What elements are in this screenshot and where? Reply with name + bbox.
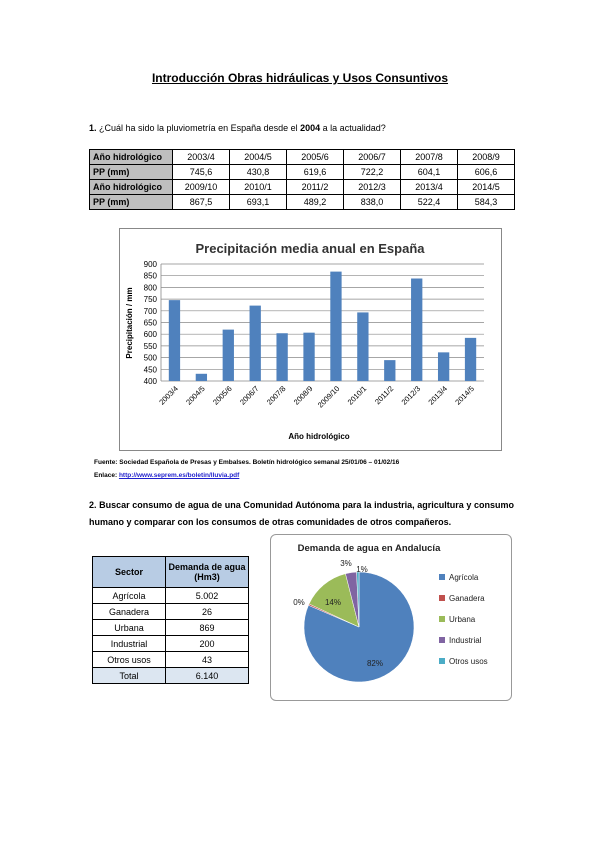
bar [196,374,207,381]
table-cell: 2005/6 [287,150,344,165]
table-cell: 6.140 [166,668,249,684]
table-cell: 2014/5 [458,180,515,195]
table-cell: 2010/1 [230,180,287,195]
table-row [93,636,249,652]
page-title: Introducción Obras hidráulicas y Usos Consuntivos [151,71,449,85]
pie-data-label: 3% [340,559,352,568]
pie-chart [270,534,512,701]
source-link-line [94,472,239,479]
table-cell: 604,1 [401,165,458,180]
question-1-year: 2004 [300,123,321,133]
table-cell: 2011/2 [287,180,344,195]
table-row [93,652,249,668]
table-cell: 693,1 [230,195,287,210]
question-2-text: Buscar consumo de agua de una Comunidad Autónoma para la industria, agricultura y consumo humano y comparar con los consumos de otras comunidades de otros compañeros. [89,500,514,527]
bar [465,338,476,381]
x-tick-label: 2007/8 [264,384,288,407]
table-cell: 2012/3 [344,180,401,195]
x-tick-label: 2004/5 [184,384,207,407]
x-tick-label: 2014/5 [453,384,476,407]
table-row-header: PP (mm) [90,165,173,180]
table-cell: 745,6 [173,165,230,180]
x-tick-label: 2013/4 [426,384,450,407]
table-cell: 619,6 [287,165,344,180]
table-cell: 489,2 [287,195,344,210]
pie-data-label: 14% [324,598,342,607]
table-cell: 26 [166,604,249,620]
y-tick-label: 800 [143,283,157,293]
bar [276,333,287,381]
table-cell: Agrícola [93,588,166,604]
table-total-row [93,668,249,684]
table-cell: 5.002 [166,588,249,604]
y-tick-label: 600 [143,330,157,340]
table-cell: 522,4 [401,195,458,210]
demand-table [92,556,249,684]
x-tick-label: 2012/3 [399,384,423,407]
bar-chart [119,228,502,451]
table-row [93,604,249,620]
table-cell: 722,2 [344,165,401,180]
pie-chart-svg [271,535,511,700]
y-tick-label: 400 [143,377,157,386]
question-1-text-a: ¿Cuál ha sido la pluviometría en España desde el [96,123,301,133]
y-tick-label: 550 [143,341,157,351]
table-cell: Otros usos [93,652,166,668]
precipitation-table [89,149,515,210]
table-cell: 838,0 [344,195,401,210]
question-1-number: 1. [89,123,97,133]
question-1 [89,123,386,133]
y-tick-label: 900 [143,260,157,269]
table-cell: 2004/5 [230,150,287,165]
table-cell: 2003/4 [173,150,230,165]
table-header-demand: Demanda de agua (Hm3) [166,557,249,588]
table-cell: 200 [166,636,249,652]
bar [438,352,449,381]
bar [303,333,314,381]
table-row [93,620,249,636]
legend-label: Otros usos [449,657,488,666]
bar [223,330,234,381]
bar [411,279,422,381]
legend-swatch [439,595,445,601]
table-row-header: PP (mm) [90,195,173,210]
table-cell: 2008/9 [458,150,515,165]
table-row-header: Año hidrológico [90,180,173,195]
x-tick-label: 2003/4 [157,384,180,407]
y-tick-label: 500 [143,353,157,363]
question-2 [89,497,514,531]
table-header-sector: Sector [93,557,166,588]
legend-label: Ganadera [449,594,485,603]
x-tick-label: 2005/6 [211,384,234,407]
table-row-header: Año hidrológico [90,150,173,165]
bar [250,306,261,381]
table-row [93,588,249,604]
table-cell: 430,8 [230,165,287,180]
x-tick-label: 2010/1 [345,384,369,407]
bar [330,272,341,381]
table-cell: 43 [166,652,249,668]
table-cell: 2009/10 [173,180,230,195]
legend-swatch [439,616,445,622]
legend-label: Agrícola [449,573,479,582]
pie-data-label: 1% [356,565,368,574]
legend-label: Industrial [449,636,482,645]
table-cell: 2006/7 [344,150,401,165]
legend-swatch [439,574,445,580]
pie-data-label: 0% [293,598,305,607]
bar [357,312,368,381]
bar [384,360,395,381]
table-cell: 584,3 [458,195,515,210]
y-tick-label: 750 [143,295,157,305]
question-2-number: 2. [89,500,97,510]
legend-swatch [439,658,445,664]
source-link[interactable]: http://www.seprem.es/boletin/lluvia.pdf [118,472,240,479]
table-cell: 869 [166,620,249,636]
table-cell: 606,6 [458,165,515,180]
question-1-text-b: a la actualidad? [320,123,386,133]
y-tick-label: 850 [143,271,157,281]
x-tick-label: 2009/10 [315,384,342,410]
source-note: Fuente: Sociedad Española de Presas y Embalses. Boletín hidrológico semanal 25/01/06 – 01/02/16 [94,459,400,466]
bar-chart-svg [120,229,501,450]
table-cell: Urbana [93,620,166,636]
legend-swatch [439,637,445,643]
legend-label: Urbana [449,615,476,624]
chart-title: Demanda de agua en Andalucía [297,543,441,554]
table-cell: 867,5 [173,195,230,210]
table-cell: Total [93,668,166,684]
pie-data-label: 82% [366,659,384,668]
table-cell: 2007/8 [401,150,458,165]
x-axis-label: Año hidrológico [288,432,350,441]
y-tick-label: 650 [143,318,157,328]
y-tick-label: 700 [143,306,157,316]
source-link-label: Enlace: [94,472,119,479]
x-tick-label: 2006/7 [238,384,261,407]
bar [169,300,180,381]
x-tick-label: 2011/2 [373,384,396,407]
y-axis-label: Precipitación / mm [125,287,134,359]
x-tick-label: 2008/9 [291,384,315,407]
table-cell: Ganadera [93,604,166,620]
table-cell: 2013/4 [401,180,458,195]
table-cell: Industrial [93,636,166,652]
y-tick-label: 450 [143,365,157,375]
chart-title: Precipitación media anual en España [195,241,425,256]
